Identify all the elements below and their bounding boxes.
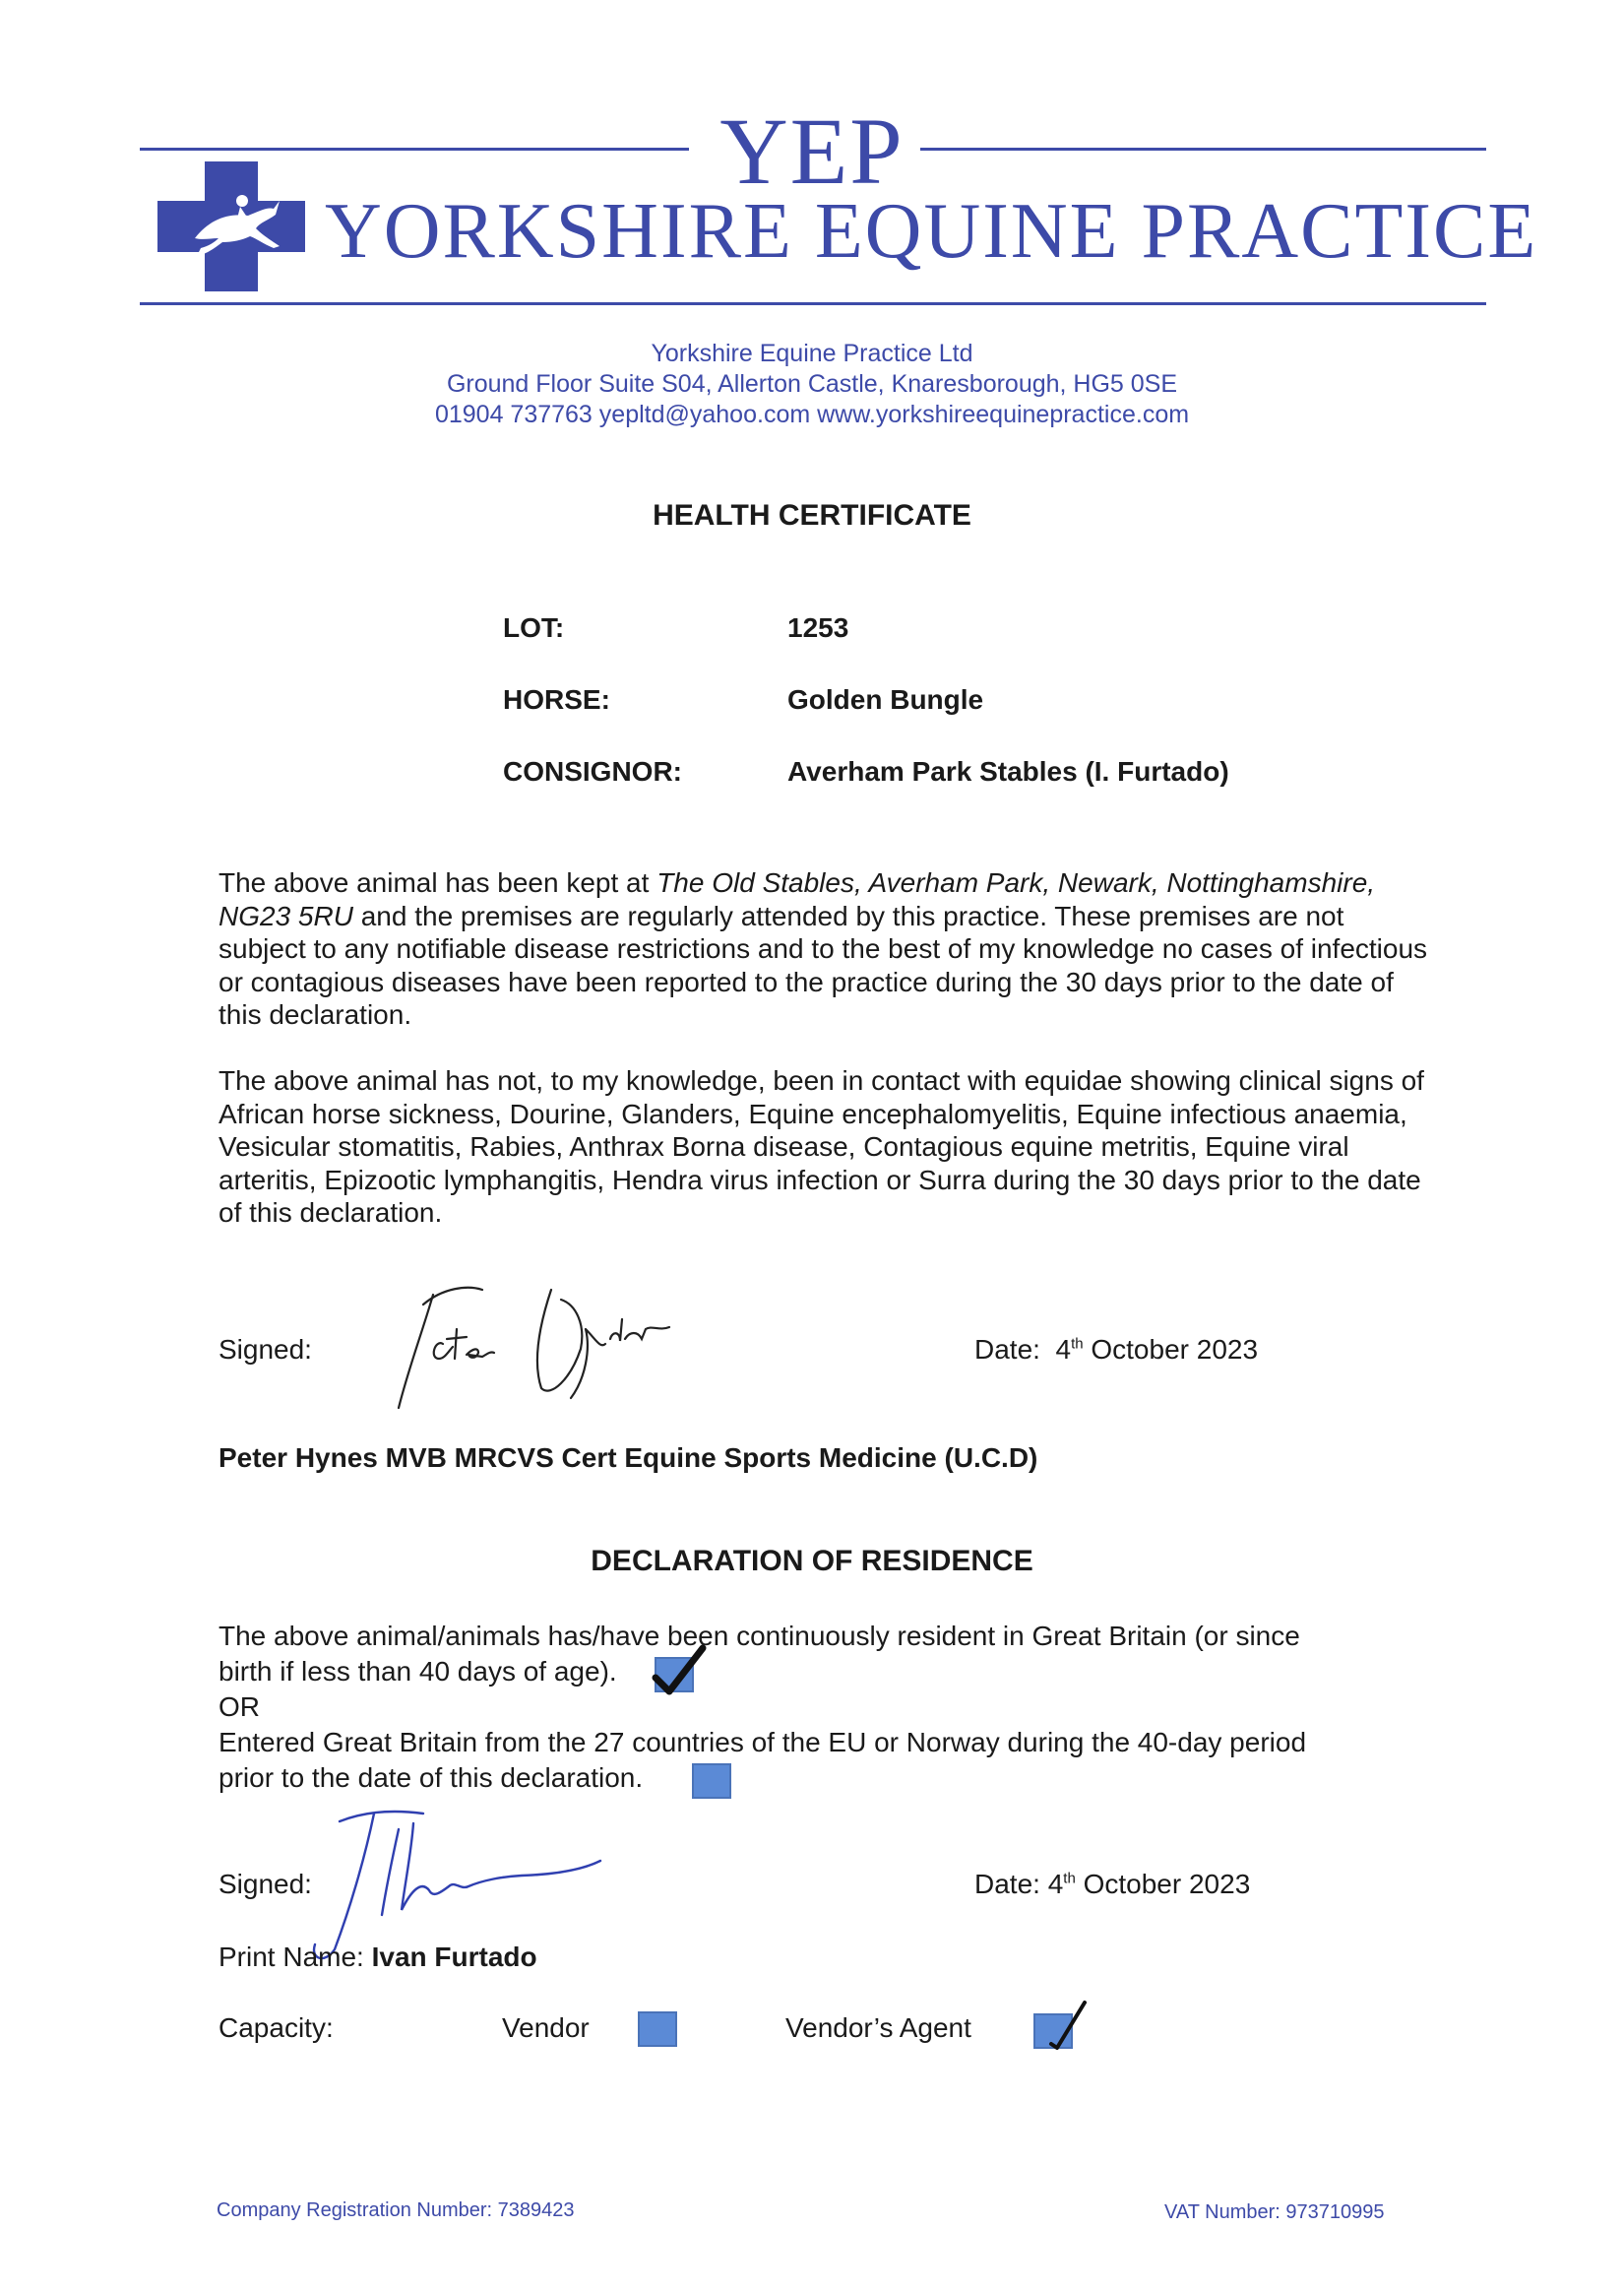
premises-text-end: and the premises are regularly attended by this practice. These premises are not subject to any notifiable disease restrictions and to the best of my knowledge no cases of infectious or contagious diseases have been reported to the practice during the 30 days prior to the date of this declaration. xyxy=(219,900,1428,1031)
vet-date xyxy=(974,1334,1258,1366)
vendor-label: Vendor xyxy=(502,2012,590,2043)
company-registration: Company Registration Number: 7389423 xyxy=(217,2199,575,2221)
residence-option1-line1: The above animal/animals has/have been continuously resident in Great Britain (or since xyxy=(219,1621,1300,1651)
vet-signatory-name: Peter Hynes MVB MRCVS Cert Equine Sports Medicine (U.C.D) xyxy=(219,1442,1038,1473)
premises-location: The Old Stables, Averham Park, Newark, Nottinghamshire, NG23 5RU xyxy=(219,867,1376,931)
vet-signature xyxy=(384,1270,689,1418)
print-name-value: Ivan Furtado xyxy=(371,1942,537,1972)
health-certificate-title: HEALTH CERTIFICATE xyxy=(653,499,971,532)
disease-contact-paragraph: The above animal has not, to my knowledge, been in contact with equidae showing clinical signs of African horse sickness, Dourine, Glanders, Equine encephalomyelitis, Equine infectious anaemia, Vesicular stomatitis, Rabies, Anthrax Borna disease, Contagious equine metritis, Equine viral arteritis, Epizootic lymphangitis, Hendra virus infection or Surra during the 30 days prior to the date of this declaration. xyxy=(219,1065,1424,1229)
residence-option1-checkmark-icon xyxy=(650,1642,709,1701)
print-name xyxy=(219,1942,537,1973)
vet-date-rest: October 2023 xyxy=(1091,1334,1259,1365)
vendor-date-label: Date: xyxy=(974,1869,1040,1899)
residence-option1-line2: birth if less than 40 days of age). xyxy=(219,1656,617,1687)
logo-abbrev: YEP xyxy=(719,98,905,204)
lot-value: 1253 xyxy=(787,612,849,643)
capacity-label: Capacity: xyxy=(219,2012,334,2043)
vet-date-label: Date: xyxy=(974,1334,1040,1365)
vet-signed-label: Signed: xyxy=(219,1334,312,1365)
vendors-agent-label: Vendor’s Agent xyxy=(785,2012,971,2043)
residence-option2-line1: Entered Great Britain from the 27 countries of the EU or Norway during the 40-day period xyxy=(219,1727,1307,1757)
consignor-label: CONSIGNOR: xyxy=(503,756,682,787)
vendor-signed-label: Signed: xyxy=(219,1869,312,1899)
residence-option2-line2: prior to the date of this declaration. xyxy=(219,1762,644,1793)
residence-or: OR xyxy=(219,1691,260,1722)
vendor-date-day: 4 xyxy=(1047,1869,1064,1899)
company-address: Ground Floor Suite S04, Allerton Castle, Knaresborough, HG5 0SE xyxy=(446,370,1178,398)
consignor-value: Averham Park Stables (I. Furtado) xyxy=(787,756,1229,787)
premises-paragraph xyxy=(219,866,1429,1032)
cross-horse-logo-icon xyxy=(157,161,305,291)
company-name: Yorkshire Equine Practice Ltd xyxy=(651,340,973,367)
header-rule-bottom xyxy=(140,302,1486,305)
vendor-date-suffix: th xyxy=(1063,1870,1076,1887)
vendor-checkbox[interactable] xyxy=(638,2011,677,2047)
vet-date-day: 4 xyxy=(1055,1334,1072,1365)
vendor-date xyxy=(974,1869,1250,1900)
horse-value: Golden Bungle xyxy=(787,684,984,715)
print-name-label: Print Name: xyxy=(219,1942,364,1972)
premises-text-start: The above animal has been kept at xyxy=(219,867,657,898)
practice-name-logo: YORKSHIRE EQUINE PRACTICE xyxy=(325,188,1538,275)
company-contact: 01904 737763 yepltd@yahoo.com www.yorkshireequinepractice.com xyxy=(434,401,1190,428)
vendor-date-rest: October 2023 xyxy=(1083,1869,1251,1899)
horse-label: HORSE: xyxy=(503,684,610,715)
vat-number: VAT Number: 973710995 xyxy=(1164,2201,1385,2223)
residence-title: DECLARATION OF RESIDENCE xyxy=(591,1545,1033,1577)
vet-date-suffix: th xyxy=(1071,1335,1084,1353)
vendors-agent-checkmark-icon xyxy=(1043,1999,1093,2054)
residence-option2-checkbox[interactable] xyxy=(692,1763,731,1799)
lot-label: LOT: xyxy=(503,612,565,643)
